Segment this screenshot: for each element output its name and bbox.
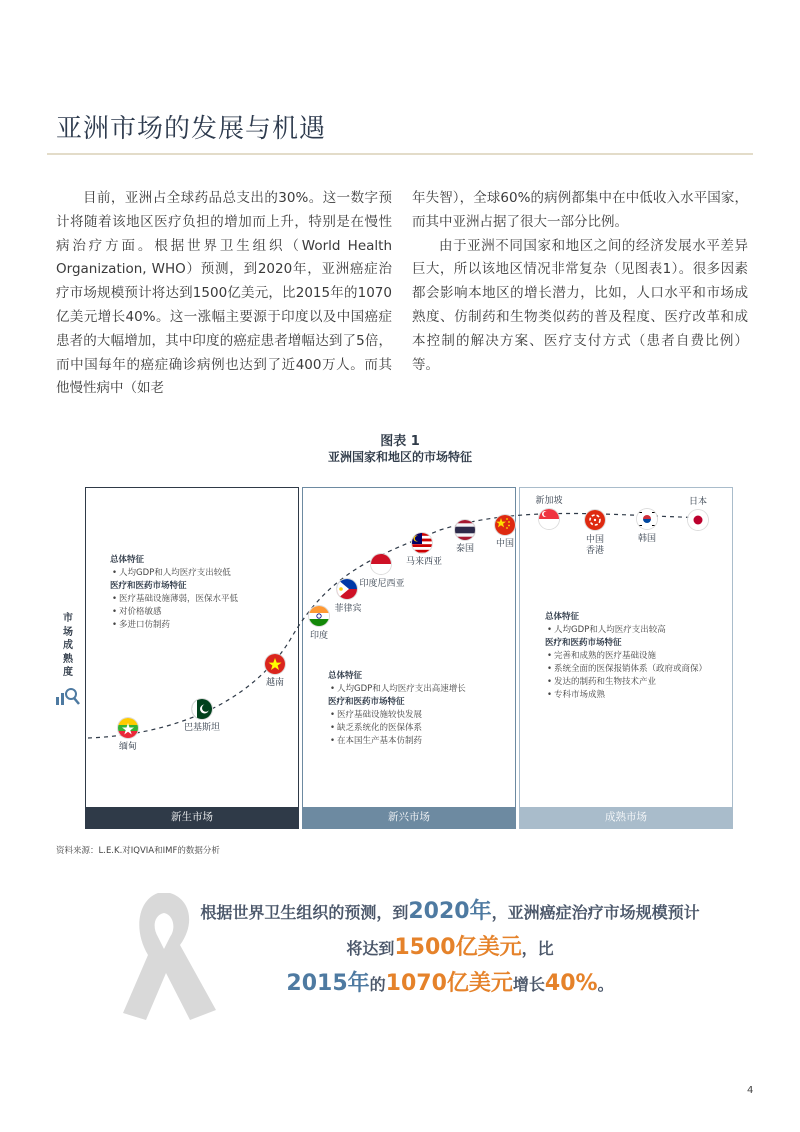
country-label-hongkong — [581, 535, 609, 557]
feature-heading: 医疗和医药市场特征 — [545, 638, 622, 648]
quote-highlight: 1070亿美元 — [385, 971, 513, 996]
quote-highlight: 1500亿美元 — [394, 935, 522, 960]
feature-bullet: • 专科市场成熟 — [545, 689, 731, 702]
hongkong-flag-icon — [585, 510, 605, 530]
country-label-vietnam: 越南 — [265, 678, 284, 688]
quote-text: 。 — [597, 975, 614, 994]
country-label-indonesia: 印度尼西亚 — [359, 579, 405, 589]
feature-bullet: • 医疗基础设施薄弱，医保水平低 — [110, 593, 296, 606]
country-label-philippines: 菲律宾 — [334, 604, 362, 614]
malaysia-flag-icon — [412, 533, 432, 553]
thailand-flag-icon — [455, 520, 475, 540]
figure-title: 图表 1 — [380, 434, 420, 449]
feature-bullet: • 人均GDP和人均医疗支出较低 — [110, 567, 296, 580]
japan-flag-icon — [688, 510, 708, 530]
panel-footer: 新生市场 — [86, 807, 298, 828]
feature-heading: 总体特征 — [328, 671, 363, 681]
page-title: 亚洲市场的发展与机遇 — [56, 114, 327, 144]
feature-bullet: • 对价格敏感 — [110, 606, 296, 619]
feature-bullet: • 系统全面的医保报销体系（政府或商保） — [545, 663, 731, 676]
page-number: 4 — [747, 1085, 754, 1096]
feature-bullet: • 人均GDP和人均医疗支出高速增长 — [328, 683, 514, 696]
quote-text: ，比 — [521, 939, 554, 958]
panel-footer: 成熟市场 — [520, 807, 732, 828]
indonesia-flag-icon — [371, 554, 391, 574]
china-flag-icon — [495, 515, 515, 535]
quote-text: ，亚洲癌症治疗市场规模预计将达到 — [346, 903, 700, 958]
quote-highlight: 40% — [544, 971, 598, 996]
feature-heading: 总体特征 — [110, 555, 145, 565]
feature-bullet: • 医疗基础设施较快发展 — [328, 709, 514, 722]
country-label-india: 印度 — [309, 631, 328, 641]
quote-highlight: 2015年 — [286, 971, 370, 996]
feature-bullet: • 完善和成熟的医疗基础设施 — [545, 650, 731, 663]
quote-text: 增长 — [512, 975, 545, 994]
feature-heading: 医疗和医药市场特征 — [328, 697, 405, 707]
country-label-hongkong-line1: 中国 — [585, 535, 604, 545]
figure-source: 资料来源：L.E.K.对IQVIA和IMF的数据分析 — [56, 846, 220, 856]
feature-bullet: • 在本国生产基本仿制药 — [328, 735, 514, 748]
country-label-myanmar: 缅甸 — [118, 742, 137, 752]
body-paragraph: 目前，亚洲占全球药品总支出的30%。这一数字预计将随着该地区医疗负担的增加而上升，特别是在慢性病治疗方面。根据世界卫生组织（World Health Organization, WHO）预测，到2020年，亚洲癌症治疗市场规模预计将达到1500亿美元，比2015年的1070亿美元增长40%。这一涨幅主要源于印度以及中国癌症患者的大幅增加，其中印度的癌症患者增幅达到了5倍，而中国每年的癌症确诊病例也达到了近400万人。而其他慢性病中（如老 — [56, 190, 392, 397]
panel-footer: 新兴市场 — [303, 807, 515, 828]
country-label-pakistan: 巴基斯坦 — [183, 723, 220, 733]
country-label-thailand: 泰国 — [455, 544, 474, 554]
country-label-china: 中国 — [495, 539, 514, 549]
quote-text: 根据世界卫生组织的预测，到 — [200, 903, 409, 922]
myanmar-flag-icon — [118, 718, 138, 738]
quote-highlight: 2020年 — [408, 899, 492, 924]
india-flag-icon — [309, 606, 329, 626]
panel-features-nascent — [110, 554, 296, 632]
feature-bullet: • 发达的制药和生物技术产业 — [545, 676, 731, 689]
philippines-flag-icon — [337, 579, 357, 599]
feature-bullet: • 人均GDP和人均医疗支出较高 — [545, 624, 731, 637]
figure-subtitle: 亚洲国家和地区的市场特征 — [327, 450, 472, 464]
country-label-japan: 日本 — [688, 497, 707, 507]
country-label-malaysia: 马来西亚 — [405, 557, 442, 567]
vietnam-flag-icon — [265, 654, 285, 674]
pakistan-flag-icon — [192, 699, 212, 719]
country-label-singapore: 新加坡 — [535, 496, 563, 506]
feature-heading: 总体特征 — [545, 612, 580, 622]
body-paragraph: 由于亚洲不同国家和地区之间的经济发展水平差异巨大，所以该地区情况非常复杂（见图表1）。很多因素都会影响本地区的增长潜力，比如，人口水平和市场成熟度、仿制药和生物类似药的普及程度、医疗改革和成本控制的解决方案、医疗支付方式（患者自费比例）等。 — [412, 237, 748, 373]
panel-features-emerging — [328, 670, 514, 748]
body-paragraph: 年失智），全球60%的病例都集中在中低收入水平国家，而其中亚洲占据了很大一部分比例。 — [412, 190, 748, 230]
y-axis-label: 市场成熟度 — [63, 613, 73, 678]
highlight-quote — [200, 894, 700, 1002]
feature-bullet: • 多进口仿制药 — [110, 619, 296, 632]
feature-bullet: • 缺乏系统化的医保体系 — [328, 722, 514, 735]
korea-flag-icon — [637, 509, 657, 529]
quote-text: 的 — [369, 975, 386, 994]
magnifier-chart-icon — [55, 685, 81, 707]
panel-features-mature — [545, 611, 731, 702]
feature-heading: 医疗和医药市场特征 — [110, 581, 187, 591]
country-label-korea: 韩国 — [637, 534, 656, 544]
singapore-flag-icon — [539, 509, 559, 529]
country-label-hongkong-line2: 香港 — [585, 546, 604, 556]
